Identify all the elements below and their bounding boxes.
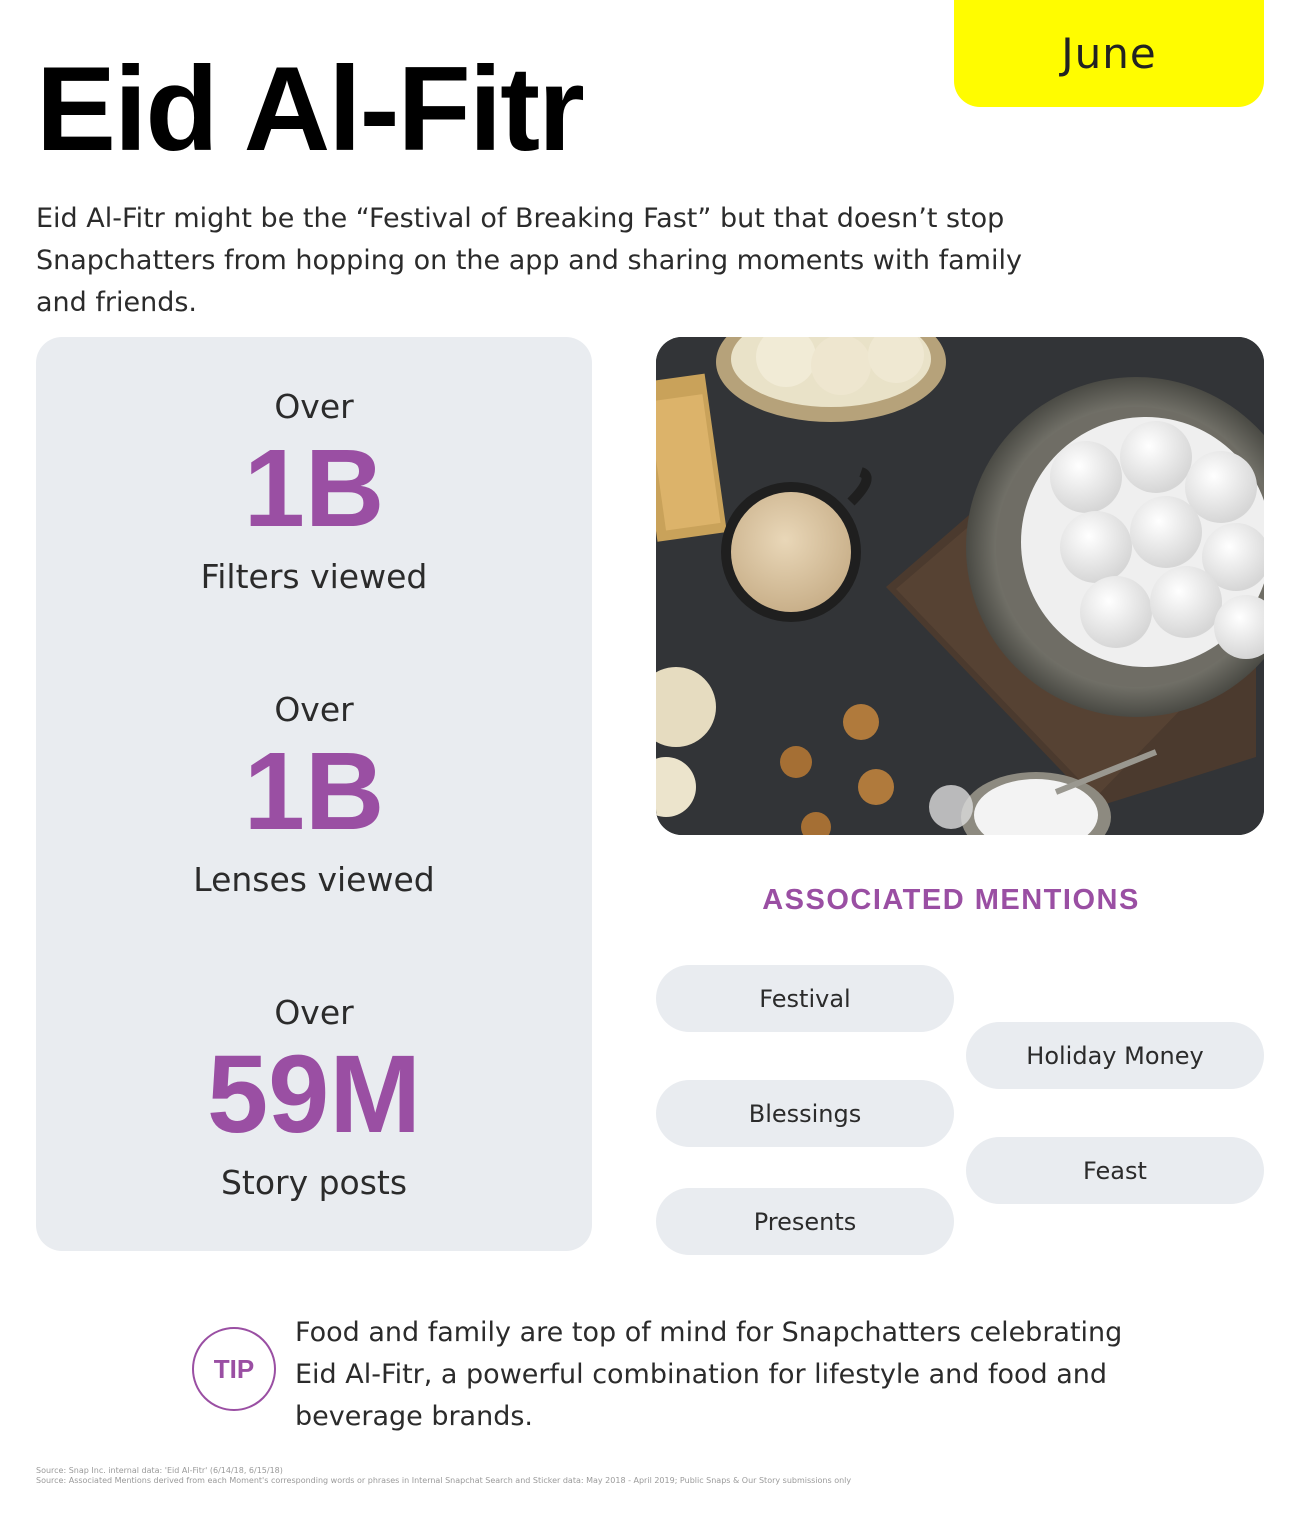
stat-label: Lenses viewed — [193, 860, 435, 899]
month-label: June — [1061, 29, 1157, 78]
food-photo — [656, 337, 1264, 835]
stats-panel — [36, 337, 592, 1251]
stat-value: 1B — [243, 730, 385, 853]
mention-pill-festival: Festival — [656, 965, 954, 1032]
stat-label: Filters viewed — [200, 557, 428, 596]
stat-filters — [36, 387, 592, 597]
stat-lenses — [36, 690, 592, 900]
stat-prefix: Over — [274, 387, 354, 426]
month-badge — [954, 0, 1264, 107]
mention-pill-blessings: Blessings — [656, 1080, 954, 1147]
mention-pill-presents: Presents — [656, 1188, 954, 1255]
tip-text: Food and family are top of mind for Snapchatters celebrating Eid Al-Fitr, a powerful combination for lifestyle and food and beverage brands. — [295, 1317, 1123, 1432]
intro-paragraph: Eid Al-Fitr might be the “Festival of Breaking Fast” but that doesn’t stop Snapchatters from hopping on the app and sharing moments with family and friends. — [36, 203, 1022, 318]
stat-story-posts — [36, 993, 592, 1203]
tip-badge: TIP — [192, 1327, 276, 1411]
source-notes — [36, 1466, 851, 1486]
mention-pill-feast: Feast — [966, 1137, 1264, 1204]
source-line: Source: Associated Mentions derived from each Moment's corresponding words or phrases in Internal Snapchat Search and Sticker data: May 2018 - April 2019; Public Snaps & Our Story submissions only — [36, 1476, 852, 1485]
stat-label: Story posts — [220, 1163, 408, 1202]
stat-value: 1B — [243, 427, 385, 550]
food-photo-illustration — [656, 337, 1264, 835]
stat-prefix: Over — [274, 993, 354, 1032]
mention-pill-holiday-money: Holiday Money — [966, 1022, 1264, 1089]
stat-prefix: Over — [274, 690, 354, 729]
stat-value: 59M — [207, 1033, 421, 1156]
source-line: Source: Snap Inc. internal data: 'Eid Al-Fitr' (6/14/18, 6/15/18) — [36, 1466, 283, 1475]
page-title: Eid Al-Fitr — [36, 42, 583, 176]
mentions-heading: ASSOCIATED MENTIONS — [762, 884, 1140, 916]
